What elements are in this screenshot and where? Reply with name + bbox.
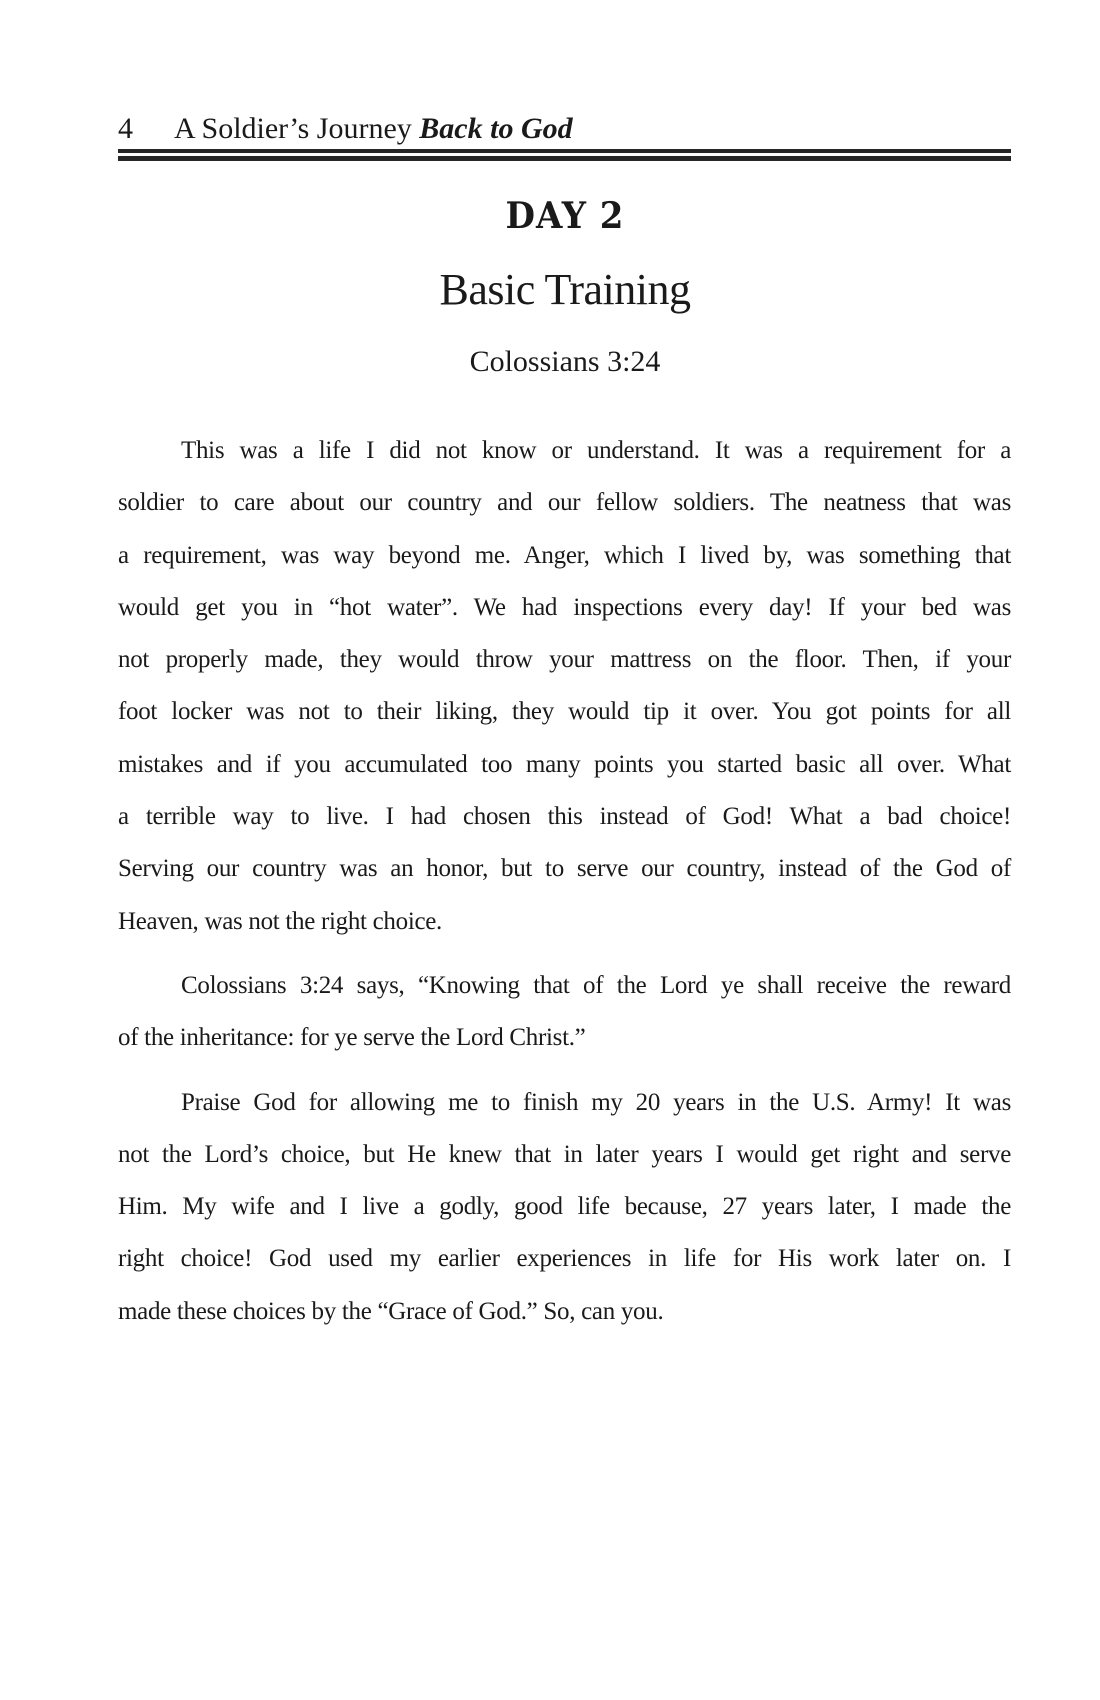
text-line: Heaven, was not the right choice. [118, 907, 443, 935]
text-line: a terrible way to live. I had chosen this instead of God! What a bad choice! [118, 803, 1011, 831]
day-label: DAY 2 [505, 194, 625, 238]
text-line: Serving our country was an honor, but to serve our country, instead of the God of [118, 855, 1011, 883]
chapter-title: Basic Training [439, 265, 691, 314]
text-line: Colossians 3:24 says, “Knowing that of the Lord ye shall receive the reward [181, 971, 1011, 999]
header-rule-bottom [118, 156, 1011, 161]
text-line: made these choices by the “Grace of God.” So, can you. [118, 1297, 664, 1325]
book-title-bold: Back to God [419, 112, 573, 145]
text-line: Praise God for allowing me to finish my 20 years in the U.S. Army! It was [181, 1088, 1011, 1116]
paragraph [118, 425, 1011, 948]
text-line: not the Lord’s choice, but He knew that in later years I would get right and serve [118, 1140, 1011, 1168]
text-line: right choice! God used my earlier experiences in life for His work later on. I [118, 1245, 1011, 1273]
text-line: This was a life I did not know or understand. It was a requirement for a [181, 437, 1011, 464]
header-rule-top [118, 149, 1011, 153]
paragraph [118, 960, 1011, 1065]
text-line: of the inheritance: for ye serve the Lord Christ.” [118, 1024, 586, 1052]
running-head [118, 112, 1013, 146]
book-title-regular: A Soldier’s Journey [174, 112, 412, 145]
body-text [118, 425, 1011, 1350]
paragraph [118, 1077, 1011, 1338]
text-line: Him. My wife and I live a godly, good life because, 27 years later, I made the [118, 1193, 1011, 1221]
text-line: foot locker was not to their liking, they would tip it over. You got points for all [118, 698, 1011, 726]
text-line: not properly made, they would throw your mattress on the floor. Then, if your [118, 646, 1011, 674]
text-line: would get you in “hot water”. We had inspections every day! If your bed was [118, 593, 1011, 621]
page-number: 4 [118, 112, 133, 145]
scripture-reference: Colossians 3:24 [469, 345, 661, 378]
text-line: a requirement, was way beyond me. Anger, which I lived by, was something that [118, 541, 1011, 569]
text-line: mistakes and if you accumulated too many points you started basic all over. What [118, 750, 1011, 778]
text-line: soldier to care about our country and our fellow soldiers. The neatness that was [118, 489, 1011, 517]
